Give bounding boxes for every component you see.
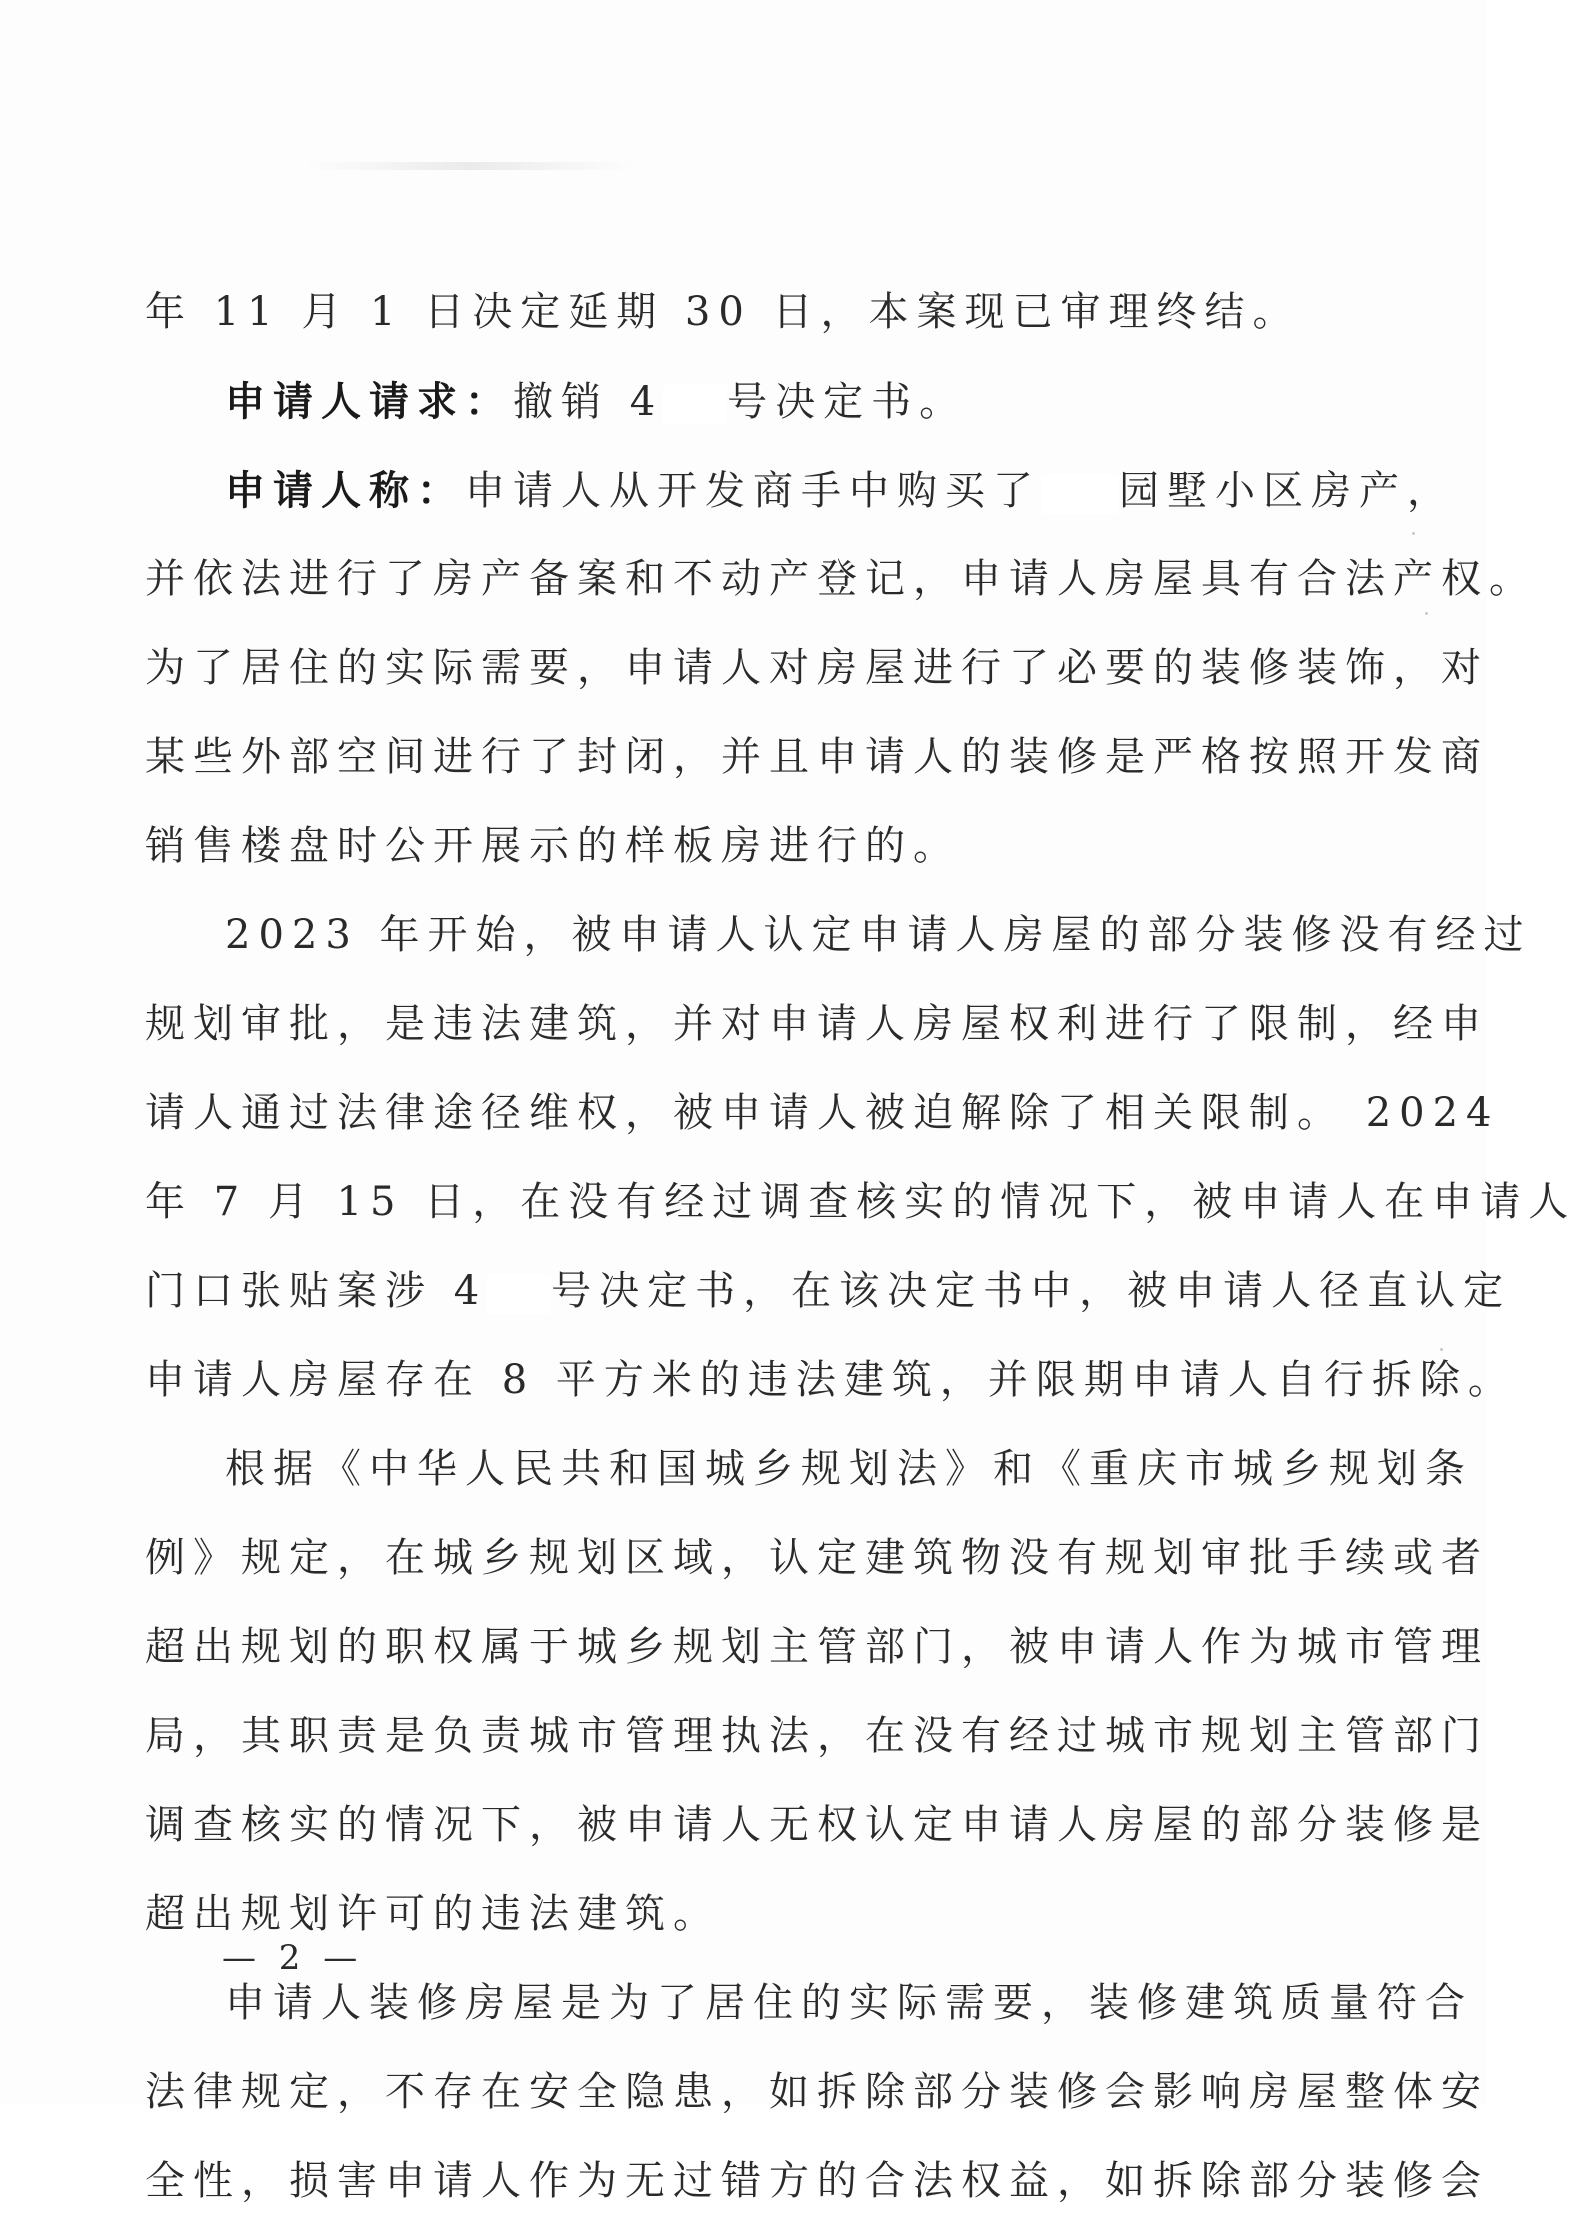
- line-text: 全性，损害申请人作为无过错方的合法权益，如拆除部分装修会: [145, 2158, 1489, 2204]
- line-text: 园墅小区房产，: [1119, 468, 1455, 514]
- line-text: 请人通过法律途径维权，被申请人被迫解除了相关限制。 2024: [145, 1090, 1500, 1136]
- line-text: 法律规定，不存在安全隐患，如拆除部分装修会影响房屋整体安: [145, 2069, 1489, 2115]
- line-text: 申请人房屋存在 8 平方米的违法建筑，并限期申请人自行拆除。: [145, 1357, 1516, 1403]
- line-text: 超出规划的职权属于城乡规划主管部门，被申请人作为城市管理: [145, 1624, 1489, 1670]
- page-number: — 2 —: [222, 1938, 364, 1978]
- scan-speck: [1412, 532, 1415, 535]
- body-line: [145, 1069, 1500, 1158]
- line-text: 号决定书。: [727, 379, 968, 425]
- body-line: [145, 802, 1285, 891]
- claim-line: [145, 446, 1455, 535]
- line-text: 撤销 4: [513, 379, 664, 425]
- redaction-box: [1041, 474, 1119, 514]
- line-text: 例》规定，在城乡规划区域，认定建筑物没有规划审批手续或者: [145, 1535, 1489, 1581]
- body-line: [145, 535, 1537, 624]
- line-text: 超出规划许可的违法建筑。: [145, 1891, 721, 1937]
- body-line: [145, 980, 1489, 1069]
- claim-label: 申请人称：: [225, 467, 465, 514]
- body-line: [145, 1603, 1489, 1692]
- line-text: 局，其职责是负责城市管理执法，在没有经过城市规划主管部门: [145, 1713, 1489, 1759]
- faint-scan-mark: [305, 162, 635, 170]
- line-text: 调查核实的情况下，被申请人无权认定申请人房屋的部分装修是: [145, 1802, 1489, 1848]
- line-text: 2023 年开始，被申请人认定申请人房屋的部分装修没有经过: [225, 912, 1532, 958]
- line-text: 申请人装修房屋是为了居住的实际需要，装修建筑质量符合: [225, 1980, 1473, 2026]
- body-line: [145, 1514, 1489, 1603]
- body-line: [145, 624, 1489, 713]
- line-text: 年 7 月 15 日，在没有经过调查核实的情况下，被申请人在申请人: [145, 1179, 1576, 1225]
- line-text: 规划审批，是违法建筑，并对申请人房屋权利进行了限制，经申: [145, 1001, 1489, 1047]
- line-text: 根据《中华人民共和国城乡规划法》和《重庆市城乡规划条: [225, 1446, 1473, 1492]
- body-line: [145, 1158, 1576, 1247]
- line-text: 并依法进行了房产备案和不动产登记，申请人房屋具有合法产权。: [145, 556, 1537, 602]
- body-line: [145, 268, 1301, 357]
- body-line: [145, 713, 1489, 802]
- body-line: [145, 1692, 1489, 1781]
- document-body: [145, 268, 1576, 2226]
- paragraph-start-line: [145, 1425, 1473, 1514]
- body-line: [145, 2137, 1489, 2226]
- line-text: 年 11 月 1 日决定延期 30 日，本案现已审理终结。: [145, 289, 1301, 335]
- line-text: 号决定书，在该决定书中，被申请人径直认定: [551, 1268, 1512, 1314]
- body-line: [145, 1781, 1489, 1870]
- request-line: [145, 357, 1285, 446]
- paragraph-start-line: [145, 891, 1532, 980]
- line-text: 销售楼盘时公开展示的样板房进行的。: [145, 823, 961, 869]
- body-line: [145, 1336, 1516, 1425]
- redaction-box: [663, 385, 727, 425]
- body-line: [145, 2048, 1489, 2137]
- body-line: [145, 1247, 1512, 1336]
- redaction-box: [487, 1274, 551, 1314]
- scan-speck: [1425, 612, 1428, 615]
- scan-speck: [1440, 1348, 1443, 1351]
- line-text: 门口张贴案涉 4: [145, 1268, 488, 1314]
- line-text: 申请人从开发商手中购买了: [465, 468, 1041, 514]
- line-text: 为了居住的实际需要，申请人对房屋进行了必要的装修装饰，对: [145, 645, 1489, 691]
- request-label: 申请人请求：: [225, 378, 513, 425]
- line-text: 某些外部空间进行了封闭，并且申请人的装修是严格按照开发商: [145, 734, 1489, 780]
